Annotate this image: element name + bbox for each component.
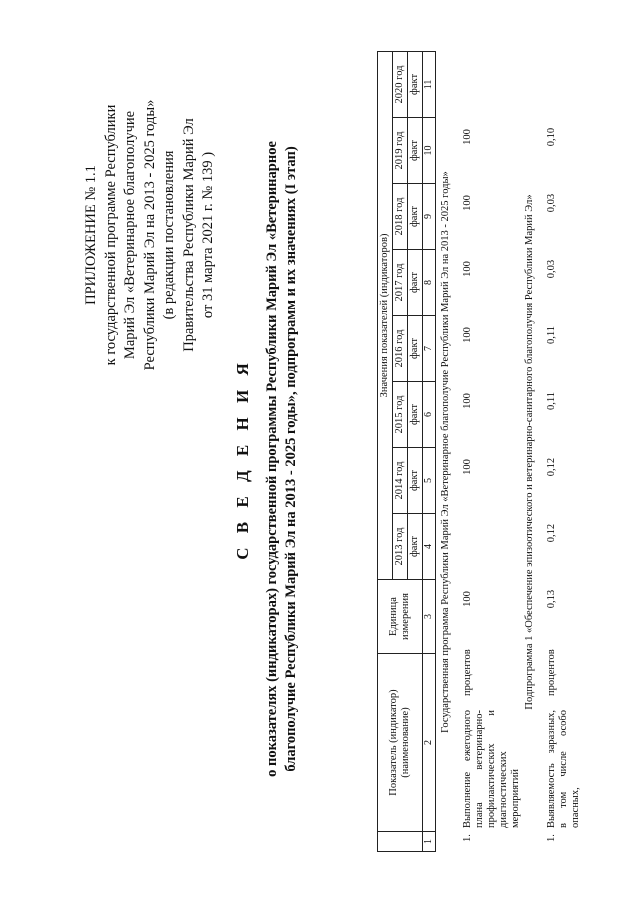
document-heading: [233, 134, 301, 784]
row-unit: процентов: [546, 649, 557, 696]
appendix-line: (в редакции постановления: [161, 150, 177, 320]
header-year: 2019 год: [393, 118, 408, 184]
header-year: 2016 год: [393, 316, 408, 382]
table-header-row: [378, 51, 393, 851]
header-fact: факт: [408, 118, 423, 184]
header-fact: факт: [408, 382, 423, 448]
header-year: 2020 год: [393, 51, 408, 117]
appendix-line: к государственной программе Республики: [102, 104, 119, 366]
row-value: 100: [462, 591, 473, 607]
column-number: 9: [423, 184, 436, 250]
header-indicator: Показатель (индикатор) (наименование): [378, 654, 423, 832]
header-fact: факт: [408, 514, 423, 580]
row-value: 0,11: [546, 392, 557, 410]
appendix-line: ПРИЛОЖЕНИЕ № 1.1: [83, 165, 99, 305]
column-number: 1: [423, 832, 436, 852]
heading-subtitle-line1: о показателях (индикаторах) государственной программы Республики Марий Эл «Ветеринарное: [264, 141, 280, 777]
header-year: 2018 год: [393, 184, 408, 250]
column-number: 3: [423, 580, 436, 654]
appendix-line: Правительства Республики Марий Эл: [180, 118, 197, 352]
row-value: 100: [462, 129, 473, 145]
appendix-line: Марий Эл «Ветеринарное благополучие: [122, 110, 138, 360]
header-values: Значения показателей (индикаторов): [378, 51, 393, 579]
row-value: 0,13: [546, 589, 557, 609]
header-year: 2013 год: [393, 514, 408, 580]
row-value: 0,03: [546, 259, 557, 279]
header-year: 2014 год: [393, 448, 408, 514]
appendix-line: Республики Марий Эл на 2013 - 2025 годы»: [141, 99, 158, 371]
row-number: 1.: [462, 834, 473, 842]
subprogram-section-title: Подпрограмма 1 «Обеспечение эпизоотического и ветеринарно-санитарного благополучия Республики Марий Эл»: [524, 194, 535, 710]
indicators-table: [377, 51, 436, 852]
row-indicator-text: Выполнение ежегодного плана ветеринарно-профилактических и диагностических мероприятий: [462, 710, 521, 828]
row-value: 100: [462, 327, 473, 343]
column-number: 7: [423, 316, 436, 382]
header-unit: Единица измерения: [378, 580, 423, 654]
header-fact: факт: [408, 448, 423, 514]
row-unit: процентов: [462, 649, 473, 696]
row-indicator-text: Выявляемость заразных, в том числе особо опасных,: [546, 710, 581, 828]
header-empty-cell: [378, 832, 423, 852]
appendix-block: [82, 70, 219, 400]
header-fact: факт: [408, 184, 423, 250]
heading-title: С В Е Д Е Н И Я: [233, 358, 252, 560]
column-number: 2: [423, 654, 436, 832]
table-row: [462, 52, 552, 842]
column-number: 5: [423, 448, 436, 514]
row-number: 1.: [546, 834, 557, 842]
header-fact: факт: [408, 51, 423, 117]
row-value: 0,10: [546, 127, 557, 147]
header-fact: факт: [408, 316, 423, 382]
row-value: 100: [462, 393, 473, 409]
table-row: [546, 52, 636, 842]
header-fact: факт: [408, 250, 423, 316]
column-number: 10: [423, 118, 436, 184]
column-number: 8: [423, 250, 436, 316]
appendix-line: от 31 марта 2021 г. № 139 ): [200, 151, 216, 319]
header-year: 2015 год: [393, 382, 408, 448]
row-value: 0,11: [546, 326, 557, 344]
column-number: 6: [423, 382, 436, 448]
header-year: 2017 год: [393, 250, 408, 316]
row-value: 0,03: [546, 193, 557, 213]
heading-subtitle-line2: благополучие Республики Марий Эл на 2013 - 2025 годы», подпрограмм и их значениях (I этап): [283, 146, 299, 772]
row-value: 0,12: [546, 523, 557, 543]
table-column-numbers-row: [423, 51, 436, 851]
row-value: 0,12: [546, 457, 557, 477]
column-number: 11: [423, 51, 436, 117]
column-number: 4: [423, 514, 436, 580]
row-value: 100: [462, 195, 473, 211]
program-section-title: Государственная программа Республики Марий Эл «Ветеринарное благополучие Республики Марий Эл на 2013 - 2025 годы»: [440, 171, 451, 733]
row-value: 100: [462, 459, 473, 475]
row-value: 100: [462, 261, 473, 277]
